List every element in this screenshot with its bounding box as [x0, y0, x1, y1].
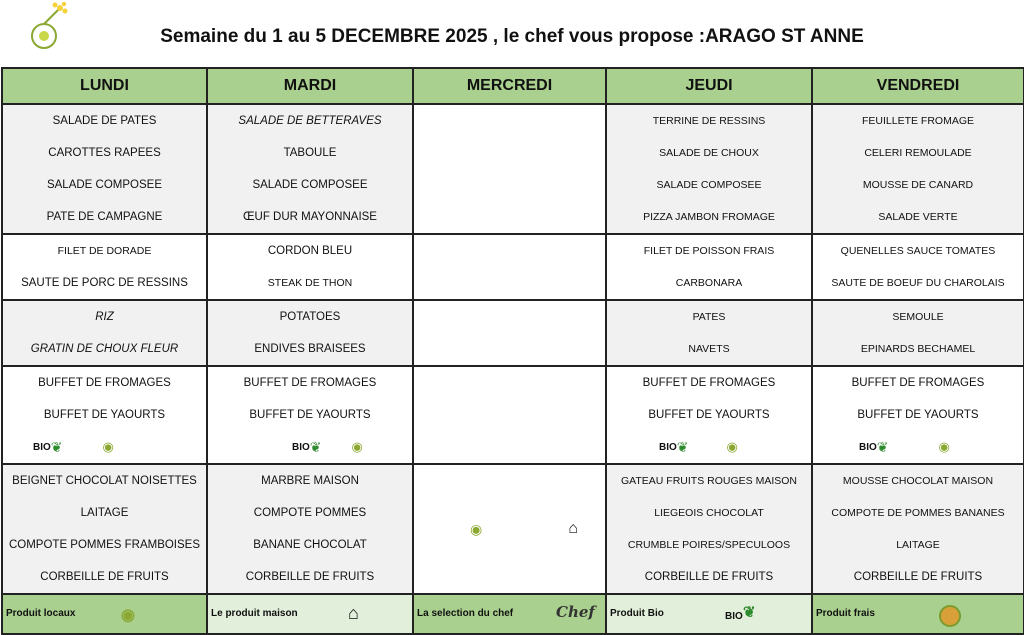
menu-item: CORBEILLE DE FRUITS: [40, 571, 169, 583]
menu-item: CRUMBLE POIRES/SPECULOOS: [627, 539, 791, 551]
labels-row: [813, 431, 1023, 463]
labels-row: [3, 431, 206, 463]
lightbulb-flower-icon: ◉: [726, 439, 738, 454]
menu-item: COMPOTE DE POMMES BANANES: [831, 507, 1005, 519]
desserts-lundi: [2, 464, 207, 594]
menu-item: BUFFET DE FROMAGES: [851, 377, 985, 389]
menu-item: FEUILLETE FROMAGE: [861, 115, 975, 127]
menu-item: PATES: [692, 311, 726, 323]
menu-item: BUFFET DE FROMAGES: [243, 377, 377, 389]
day-header-jeudi: JEUDI: [606, 68, 812, 104]
garnitures-mardi: [207, 300, 413, 366]
menu-item: PATE DE CAMPAGNE: [46, 211, 163, 223]
garnitures-mercredi: [413, 300, 606, 366]
legend-label: Le produit maison: [211, 608, 298, 619]
entrees-mercredi: [413, 104, 606, 234]
lightbulb-flower-icon: ◉: [938, 439, 950, 454]
desserts-vendredi: [812, 464, 1024, 594]
menu-item: MOUSSE DE CANARD: [862, 179, 974, 191]
menu-item: BUFFET DE FROMAGES: [642, 377, 776, 389]
menu-item: MOUSSE CHOCOLAT MAISON: [842, 475, 994, 487]
plats-mardi: [207, 234, 413, 300]
menu-item: ENDIVES BRAISEES: [254, 343, 366, 355]
fromages-lundi: [2, 366, 207, 464]
menu-item: CORBEILLE DE FRUITS: [853, 571, 983, 583]
leaf-icon: ❦: [50, 438, 63, 455]
menu-item: LIEGEOIS CHOCOLAT: [654, 507, 764, 519]
icons-row: [414, 509, 605, 549]
menu-item: EPINARDS BECHAMEL: [860, 343, 976, 355]
entrees-vendredi: [812, 104, 1024, 234]
lightbulb-flower-icon: ◉: [470, 520, 483, 537]
bio-badge: BIO: [725, 611, 743, 622]
legend-label: Produit Bio: [610, 608, 664, 619]
leaf-icon: ❦: [876, 438, 889, 455]
legend-label: Produit frais: [816, 608, 875, 619]
menu-item: BUFFET DE YAOURTS: [43, 409, 166, 421]
leaf-icon: ❦: [743, 604, 756, 621]
menu-item: FILET DE DORADE: [57, 245, 152, 257]
menu-item: CORBEILLE DE FRUITS: [644, 571, 774, 583]
menu-item: SALADE COMPOSEE: [252, 179, 368, 191]
menu-item: BUFFET DE FROMAGES: [38, 377, 171, 389]
menu-item: STEAK DE THON: [267, 277, 353, 289]
menu-item: LAITAGE: [80, 507, 129, 519]
legend-label: La selection du chef: [417, 608, 514, 619]
menu-item: SALADE COMPOSEE: [656, 179, 762, 191]
house-icon: ⌂: [568, 520, 578, 537]
menu-item: RIZ: [95, 311, 114, 323]
day-header-mardi: MARDI: [207, 68, 413, 104]
menu-item: SALADE DE CHOUX: [659, 147, 759, 159]
leaf-icon: ❦: [309, 438, 322, 455]
lightbulb-flower-icon: ◉: [121, 607, 135, 624]
menu-item: MARBRE MAISON: [261, 475, 359, 487]
menu-item: CAROTTES RAPEES: [48, 147, 161, 159]
menu-item: GRATIN DE CHOUX FLEUR: [30, 343, 179, 355]
entrees-mardi: [207, 104, 413, 234]
menu-item: SAUTE DE BOEUF DU CHAROLAIS: [831, 277, 1005, 289]
garnitures-lundi: [2, 300, 207, 366]
entrees-jeudi: [606, 104, 812, 234]
bio-badge: BIO: [292, 441, 310, 453]
menu-item: COMPOTE POMMES FRAMBOISES: [8, 539, 201, 551]
fromages-jeudi: [606, 366, 812, 464]
garnitures-jeudi: [606, 300, 812, 366]
plats-lundi: [2, 234, 207, 300]
plats-vendredi: [812, 234, 1024, 300]
day-header-vendredi: VENDREDI: [812, 68, 1024, 104]
menu-item: POTATOES: [279, 311, 341, 323]
chef-signature-icon: Chef: [556, 603, 595, 621]
legend-maison: [207, 594, 413, 634]
menu-item: CORBEILLE DE FRUITS: [245, 571, 375, 583]
menu-item: TABOULE: [283, 147, 337, 159]
house-icon: ⌂: [348, 603, 359, 623]
page-title: Semaine du 1 au 5 DECEMBRE 2025 , le chef vous propose :ARAGO ST ANNE: [160, 26, 864, 47]
legend-chef: [413, 594, 606, 634]
menu-item: TERRINE DE RESSINS: [652, 115, 766, 127]
menu-item: BUFFET DE YAOURTS: [648, 409, 770, 421]
menu-item: BUFFET DE YAOURTS: [857, 409, 979, 421]
menu-item: CORDON BLEU: [267, 245, 353, 257]
fresh-produce-icon: [939, 605, 961, 627]
menu-item: BEIGNET CHOCOLAT NOISETTES: [12, 475, 197, 487]
fromages-vendredi: [812, 366, 1024, 464]
menu-item: LAITAGE: [896, 539, 940, 551]
menu-item: CELERI REMOULADE: [864, 147, 972, 159]
menu-item: SAUTE DE PORC DE RESSINS: [21, 277, 188, 289]
labels-row: [208, 431, 412, 463]
menu-item: SALADE DE BETTERAVES: [238, 115, 382, 127]
legend-label: Produit locaux: [6, 608, 76, 619]
menu-item: ŒUF DUR MAYONNAISE: [243, 211, 377, 223]
menu-item: SALADE DE PATES: [52, 115, 157, 127]
fromages-mardi: [207, 366, 413, 464]
fromages-mercredi: [413, 366, 606, 464]
desserts-jeudi: [606, 464, 812, 594]
menu-item: BUFFET DE YAOURTS: [249, 409, 371, 421]
weekly-menu-table: [1, 67, 1024, 635]
bio-badge: BIO: [33, 441, 51, 453]
garnitures-vendredi: [812, 300, 1024, 366]
bio-badge: BIO: [659, 441, 677, 453]
plats-jeudi: [606, 234, 812, 300]
menu-item: FILET DE POISSON FRAIS: [643, 245, 775, 257]
menu-item: QUENELLES SAUCE TOMATES: [840, 245, 996, 257]
menu-item: CARBONARA: [675, 277, 743, 289]
desserts-mardi: [207, 464, 413, 594]
lightbulb-flower-icon: ◉: [351, 439, 363, 454]
menu-item: PIZZA JAMBON FROMAGE: [643, 211, 775, 223]
menu-item: SALADE VERTE: [878, 211, 958, 223]
desserts-mercredi: [413, 464, 606, 594]
legend-local: [2, 594, 207, 634]
day-header-mercredi: MERCREDI: [413, 68, 606, 104]
menu-item: SEMOULE: [892, 311, 944, 323]
leaf-icon: ❦: [676, 438, 689, 455]
day-header-lundi: LUNDI: [2, 68, 207, 104]
menu-item: BANANE CHOCOLAT: [253, 539, 367, 551]
lightbulb-flower-icon: ◉: [102, 439, 114, 454]
menu-item: NAVETS: [688, 343, 730, 355]
bio-badge: BIO: [859, 441, 877, 453]
legend-bio: [606, 594, 812, 634]
plats-mercredi: [413, 234, 606, 300]
menu-item: SALADE COMPOSEE: [46, 179, 163, 191]
entrees-lundi: [2, 104, 207, 234]
labels-row: [607, 431, 811, 463]
menu-item: GATEAU FRUITS ROUGES MAISON: [621, 475, 797, 487]
legend-frais: [812, 594, 1024, 634]
menu-item: COMPOTE POMMES: [253, 507, 367, 519]
